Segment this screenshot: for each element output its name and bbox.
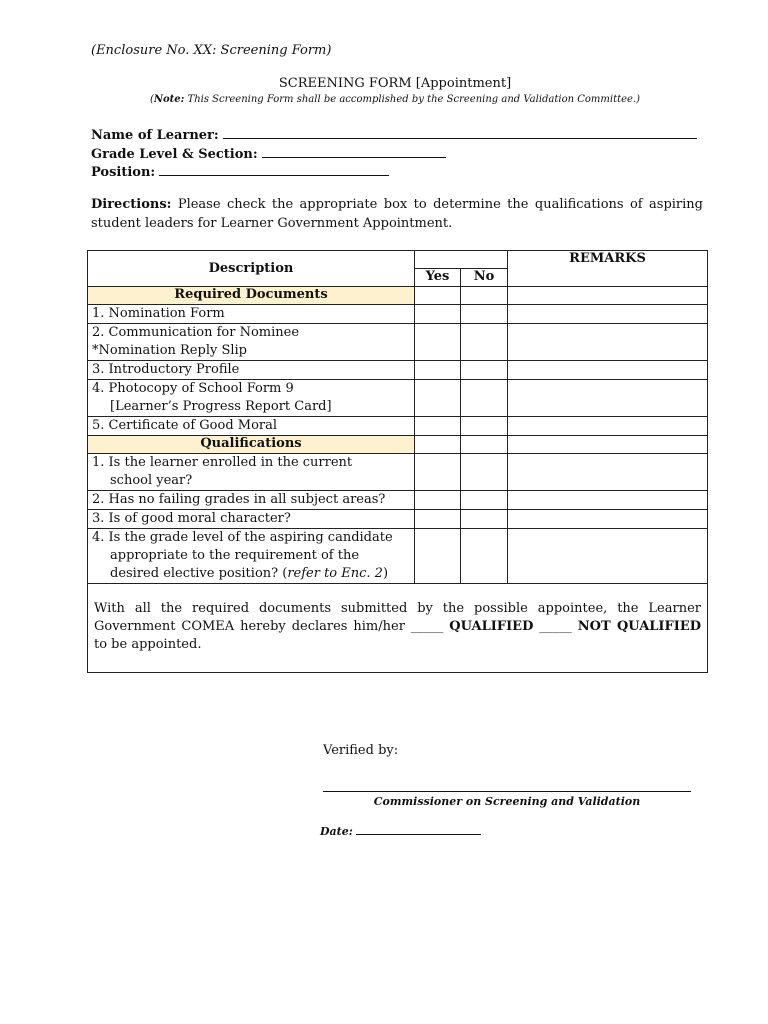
note-text: This Screening Form shall be accomplished by the Screening and Validation Committee.) bbox=[184, 94, 641, 105]
qualification-item-line: appropriate to the requirement of the bbox=[110, 548, 360, 563]
table-row bbox=[88, 417, 708, 436]
section-required-documents: Required Documents bbox=[88, 287, 415, 305]
name-label: Name of Learner: bbox=[91, 128, 219, 143]
header-remarks: REMARKS bbox=[508, 251, 708, 287]
table-row bbox=[88, 324, 708, 361]
header-description: Description bbox=[88, 251, 415, 287]
qualification-item-line: school year? bbox=[110, 473, 193, 488]
section-qualifications: Qualifications bbox=[88, 436, 415, 454]
no-cell[interactable] bbox=[461, 287, 508, 305]
table-row bbox=[88, 361, 708, 380]
grade-field bbox=[91, 144, 446, 162]
qualification-item-line: 1. Is the learner enrolled in the current bbox=[92, 455, 353, 470]
verified-by-label: Verified by: bbox=[323, 743, 399, 758]
screening-table bbox=[87, 250, 708, 673]
declaration-text-end: to be appointed. bbox=[94, 637, 202, 652]
qualification-reference: refer to Enc. 2 bbox=[287, 566, 383, 581]
table-row bbox=[88, 491, 708, 510]
date-field bbox=[320, 824, 481, 838]
date-blank[interactable] bbox=[356, 824, 481, 835]
name-blank[interactable] bbox=[223, 125, 697, 139]
qualification-text: desired elective position? ( bbox=[110, 566, 288, 581]
qualification-item: 2. Has no failing grades in all subject areas? bbox=[88, 491, 415, 510]
remarks-cell[interactable] bbox=[508, 287, 708, 305]
remarks-cell[interactable] bbox=[508, 510, 708, 529]
no-cell[interactable] bbox=[461, 491, 508, 510]
table-row bbox=[88, 380, 708, 417]
remarks-cell[interactable] bbox=[508, 417, 708, 436]
form-title: SCREENING FORM [Appointment] bbox=[278, 76, 512, 91]
table-row bbox=[88, 454, 708, 491]
date-label: Date: bbox=[320, 825, 353, 838]
grade-blank[interactable] bbox=[262, 144, 446, 158]
position-label: Position: bbox=[91, 165, 156, 180]
position-blank[interactable] bbox=[159, 162, 389, 176]
no-cell[interactable] bbox=[461, 529, 508, 584]
no-cell[interactable] bbox=[461, 417, 508, 436]
remarks-cell[interactable] bbox=[508, 454, 708, 491]
yes-cell[interactable] bbox=[415, 380, 461, 417]
no-cell[interactable] bbox=[461, 510, 508, 529]
yes-cell[interactable] bbox=[415, 529, 461, 584]
remarks-cell[interactable] bbox=[508, 305, 708, 324]
no-cell[interactable] bbox=[461, 454, 508, 491]
yes-cell[interactable] bbox=[415, 510, 461, 529]
yes-cell[interactable] bbox=[415, 287, 461, 305]
directions-text: Please check the appropriate box to determine the qualifications of aspiring student leaders for Learner Government Appointment. bbox=[91, 197, 703, 231]
qualification-item bbox=[88, 529, 415, 584]
header-blank bbox=[415, 251, 508, 269]
remarks-cell[interactable] bbox=[508, 436, 708, 454]
signature-caption: Commissioner on Screening and Validation bbox=[373, 795, 641, 808]
document-item-line: *Nomination Reply Slip bbox=[92, 343, 248, 358]
no-cell[interactable] bbox=[461, 380, 508, 417]
enclosure-label: (Enclosure No. XX: Screening Form) bbox=[91, 43, 332, 58]
directions bbox=[91, 195, 703, 233]
yes-cell[interactable] bbox=[415, 361, 461, 380]
document-item: 1. Nomination Form bbox=[88, 305, 415, 324]
document-item-line: 4. Photocopy of School Form 9 bbox=[92, 381, 294, 396]
qualification-item bbox=[88, 454, 415, 491]
yes-cell[interactable] bbox=[415, 417, 461, 436]
qualified-option: QUALIFIED bbox=[449, 619, 534, 634]
declaration-blank: _____ bbox=[533, 619, 578, 634]
declaration bbox=[88, 584, 708, 673]
header-yes: Yes bbox=[415, 269, 461, 287]
declaration-text: With all the required documents submitted by the possible appointee, the Learner Government COMEA hereby declares him/her _____ bbox=[94, 601, 701, 634]
qualification-item-line bbox=[92, 565, 410, 583]
no-cell[interactable] bbox=[461, 324, 508, 361]
table-row bbox=[88, 529, 708, 584]
document-item-line: [Learner’s Progress Report Card] bbox=[110, 399, 332, 414]
yes-cell[interactable] bbox=[415, 305, 461, 324]
table-row bbox=[88, 305, 708, 324]
signature-line[interactable] bbox=[323, 791, 691, 792]
qualification-item: 3. Is of good moral character? bbox=[88, 510, 415, 529]
remarks-cell[interactable] bbox=[508, 324, 708, 361]
document-item bbox=[88, 380, 415, 417]
yes-cell[interactable] bbox=[415, 491, 461, 510]
form-note bbox=[0, 94, 768, 105]
document-item-line: 2. Communication for Nominee bbox=[92, 325, 300, 340]
position-field bbox=[91, 162, 389, 180]
document-item: 3. Introductory Profile bbox=[88, 361, 415, 380]
document-item: 5. Certificate of Good Moral bbox=[88, 417, 415, 436]
note-paren: ( bbox=[149, 94, 154, 105]
remarks-cell[interactable] bbox=[508, 491, 708, 510]
no-cell[interactable] bbox=[461, 436, 508, 454]
note-label: Note: bbox=[153, 94, 185, 105]
directions-label: Directions: bbox=[91, 197, 172, 212]
qualification-text-end: ) bbox=[382, 566, 389, 581]
not-qualified-option: NOT QUALIFIED bbox=[577, 619, 702, 634]
remarks-cell[interactable] bbox=[508, 529, 708, 584]
yes-cell[interactable] bbox=[415, 436, 461, 454]
qualification-item-line: 4. Is the grade level of the aspiring candidate bbox=[92, 530, 393, 545]
name-field bbox=[91, 125, 697, 143]
yes-cell[interactable] bbox=[415, 454, 461, 491]
grade-label: Grade Level & Section: bbox=[91, 147, 258, 162]
table-row bbox=[88, 510, 708, 529]
no-cell[interactable] bbox=[461, 305, 508, 324]
remarks-cell[interactable] bbox=[508, 380, 708, 417]
yes-cell[interactable] bbox=[415, 324, 461, 361]
header-no: No bbox=[461, 269, 508, 287]
document-item bbox=[88, 324, 415, 361]
no-cell[interactable] bbox=[461, 361, 508, 380]
remarks-cell[interactable] bbox=[508, 361, 708, 380]
